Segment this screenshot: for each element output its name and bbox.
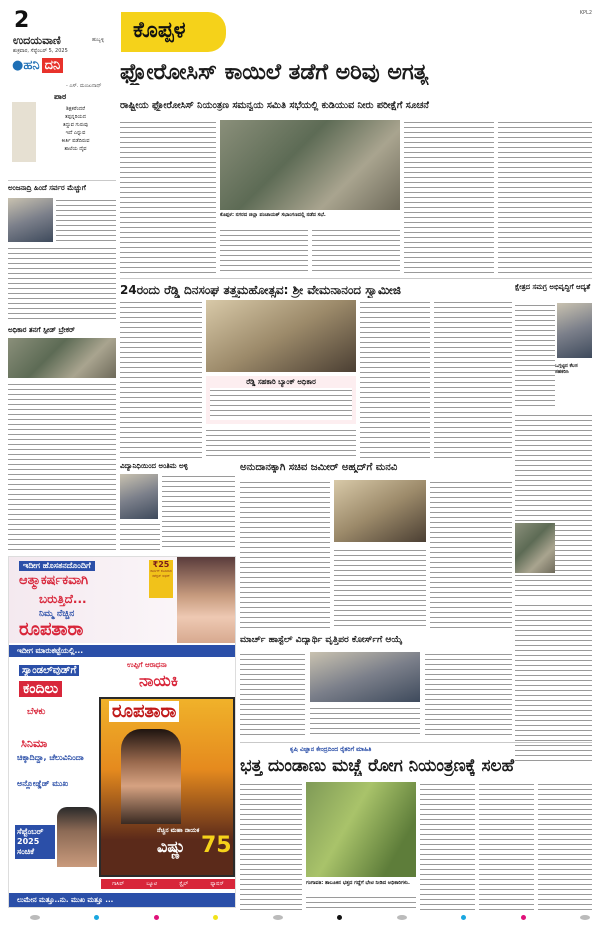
actress-photo (177, 557, 236, 643)
reg-dot (273, 915, 283, 920)
bottom-headline: ಭತ್ತ ದುಂಡಾಣು ಮಚ್ಚೆ ರೋಗ ನಿಯಂತ್ರಣಕ್ಕೆ ಸಲಹೆ (240, 756, 515, 776)
ad-actress-a: ಉಪ್ಪಿಗೆ ಆರಾಧನಾ (127, 661, 167, 669)
poem-title: ಪಾಠ (54, 92, 67, 101)
ad-line: ಇದೀಗ ಹೊಸತನದೊಂದಿಗೆ (19, 561, 95, 571)
dani-word: ದನಿ (42, 58, 64, 73)
masthead (8, 8, 592, 54)
right-photo-2 (515, 523, 555, 573)
section-title-text: ಕೊಪ್ಪಳ (133, 18, 186, 43)
brand-suffix: ಹುಬ್ಬಳ್ಳಿ (92, 37, 105, 43)
ad-price-note: ಕಾರ್ನರ್ ಕೊಂಡಾಗ ಕಲೆಕ್ಷನ್ ಆಫರ್ (150, 569, 172, 578)
date-line: ಶುಕ್ರವಾರ, ಸೆಪ್ಟೆಂಬರ್ 5, 2025 (13, 48, 68, 54)
magazine-title: ರೂಪತಾರಾ (109, 701, 179, 722)
bottom-photo-caption: ಗಂಗಾವತಿ: ತಾಲೂಕಿನ ಭತ್ತದ ಗದ್ದೆಗೆ ಭೇಟಿ ನೀಡಿದ ಅಧಿಕಾರಿಗಳು. (306, 880, 410, 886)
ad-tag: ಫ್ಯಾಷನ್ (210, 881, 224, 887)
sidebar-story-2 (8, 326, 116, 551)
honey-drop-icon: ● (12, 58, 24, 73)
lead-body-col4 (404, 120, 494, 275)
honey-dani-box (8, 58, 116, 178)
cover-star-photo (121, 729, 181, 824)
magazine-cover[interactable] (99, 697, 235, 877)
story-photo (8, 338, 116, 378)
right-photo (557, 303, 592, 358)
divider (120, 278, 592, 279)
ad-cinema: ಸಿನಿಮಾ (21, 737, 48, 750)
small-body (162, 474, 235, 550)
reg-dot (580, 915, 590, 920)
story3-body (240, 480, 330, 630)
ad-line: ನಿಮ್ಮ ನೆಚ್ಚಿನ (39, 609, 75, 619)
box-headline: ರೆಡ್ಡಿ ಸಹಕಾರಿ ಬ್ಯಾಂಕ್ ಅಧಿಕಾರ (246, 378, 316, 386)
honey-author: - ಎಸ್. ಮಂಜುನಾಥ್ (66, 83, 102, 89)
poem-line: ತಪ್ಪನ್ನರಿಯದ (65, 114, 86, 120)
lead-body-col5 (498, 120, 592, 275)
ad-availability-bar (9, 645, 236, 657)
story3-headline: ಅನುದಾನಕ್ಕಾಗಿ ಸಚಿವ ಜಮೀರ್ ಅಹ್ಮದ್‌ಗೆ ಮನವಿ (240, 462, 398, 473)
story-body (8, 246, 116, 322)
ad-tag: ಸ್ಟೈಲ್ (179, 881, 189, 887)
small-story (120, 462, 235, 552)
poem-line: ಶಾಲೆಯ ದೈವ (64, 146, 87, 152)
right-body (515, 303, 555, 408)
ad-belaku: ಬೆಳಕು (27, 707, 46, 717)
bottom-body (420, 782, 475, 912)
magazine-cover-name: ವಿಷ್ಣು (157, 837, 186, 856)
story2-body (120, 300, 202, 458)
poem-line: ಕೀರ್ತಿ ಪಡೆದಿರುವ (61, 138, 90, 144)
ad-cinema-3: ಅನ್ಲೋಡ್ಡೆಡ್ ಮುಖ (17, 779, 69, 788)
small-photo (120, 474, 158, 519)
story3b-photo (310, 652, 420, 702)
ad-tags (101, 879, 235, 889)
ad-actress-b: ನಾಯಕಿ (139, 671, 179, 690)
story-headline: ಅಂಜನಾದ್ರಿ ಹಿಂದೆ ಸರ್ವರ ಮೆಚ್ಚುಗೆ (8, 184, 86, 192)
page-number: 2 (14, 8, 30, 33)
poet-portrait (12, 102, 36, 162)
right-quote: ಒಗ್ಗಟ್ಟಿನ ಕೆಲಸ ಸಹಕರಿಸಿ (555, 363, 578, 375)
right-story (515, 283, 592, 763)
bottom-body (306, 895, 416, 912)
magazine-cover-line: ನೆಚ್ಚಿನ ಮಹಾ ನಾಯಕ (157, 827, 200, 834)
lead-photo (220, 120, 400, 210)
story-photo (8, 198, 53, 242)
reg-dot (213, 915, 218, 920)
poem-text (38, 105, 113, 153)
honey-title (12, 58, 63, 73)
sidebar-story-1 (8, 184, 116, 324)
reg-dot (337, 915, 342, 920)
brand-name: ಉದಯವಾಣಿ (13, 34, 61, 47)
section-title (121, 12, 226, 52)
right-headline: ಕ್ಷೇತ್ರದ ಸಮಗ್ರ ಅಭಿವೃದ್ಧಿಗೆ ಆದ್ಯತೆ (515, 283, 591, 291)
box-body (210, 388, 352, 420)
bottom-kicker: ಕೃಷಿ ವಿಜ್ಞಾನ ಕೇಂದ್ರದಿಂದ ರೈತರಿಗೆ ಮಾಹಿತಿ (290, 746, 372, 753)
bottom-photo (306, 782, 416, 877)
story2-body (206, 428, 356, 458)
story3b-headline: ಮಾರ್ಚ್ ಹಾಸ್ಟೆಲ್ ವಿದ್ಯಾರ್ಥಿ ವೃತ್ತಿಪರ ಕೋರ್ಸ್‌ಗೆ ಆಯ್ಕೆ (240, 635, 403, 645)
edition-code: KPL2 (579, 10, 592, 16)
rupatara-ad[interactable] (8, 556, 236, 908)
lead-body-col1 (120, 120, 216, 275)
lead-body-col3 (312, 228, 400, 275)
director-photo (57, 807, 97, 867)
bottom-body (240, 782, 302, 912)
reg-dot (397, 915, 407, 920)
ad-brand: ರೂಪತಾರಾ (19, 619, 84, 640)
ad-cinema-2: ಚಿಕ್ಕಾದಿದ್ದಾ, ಚೆಲುವಿನಿಂದಾ (17, 753, 84, 762)
small-headline: ವಿದ್ಯಾನಿಧಿಯಿಂದ ಅಂತಿಮ ಅಳ್ಳಿ (120, 462, 188, 470)
honey-word: ಹನಿ (23, 58, 40, 73)
right-body (515, 603, 592, 763)
poem-line: ಇದೆ ಎನ್ನುವ (65, 130, 86, 136)
lead-headline: ಫ್ಲೋರೋಸಿಸ್ ಕಾಯಿಲೆ ತಡೆಗೆ ಅರಿವು ಅಗತ್ಯ (120, 60, 429, 85)
story3-body (430, 480, 512, 630)
poem-line: ಶಿಕ್ಷಕರೆಂದರೆ (66, 106, 85, 112)
story3-photo (334, 480, 426, 542)
divider (8, 180, 116, 181)
reg-dot (30, 915, 40, 920)
ad-availability: ಇದೀಗ ಮಾರುಕಟ್ಟೆಯಲ್ಲಿ... (17, 646, 84, 655)
story2-box (206, 376, 356, 424)
reg-dot (461, 915, 466, 920)
story3b-body (310, 706, 420, 738)
story-body (8, 382, 116, 550)
ad-price-badge (149, 560, 173, 598)
story2-body (360, 300, 430, 458)
lead-body-col2 (220, 228, 308, 275)
reg-dot (154, 915, 159, 920)
ad-issue: ಸೆಪ್ಟೆಂಬರ್ 2025 ಸಂಚಿಕೆ (15, 825, 55, 859)
ad-line: ಆತ್ಮಾಕರ್ಷಕವಾಗಿ (19, 573, 89, 588)
poem-line: ತಿದ್ದುವ ಗುರುವು (62, 122, 89, 128)
divider (240, 742, 592, 743)
registration-marks (30, 913, 590, 921)
ad-tag: ಬ್ಯೂಟಿ (146, 881, 157, 887)
bottom-body (538, 782, 592, 912)
lead-subhead: ರಾಷ್ಟ್ರೀಯ ಫ್ಲೋರೋಸಿಸ್ ನಿಯಂತ್ರಣ ಸಮನ್ವಯ ಸಮಿತಿ ಸಭೆಯಲ್ಲಿ ಕುಡಿಯುವ ನೀರು ಪರೀಕ್ಷೆಗೆ ಸೂಚನೆ (120, 100, 429, 111)
story2-photo (206, 300, 356, 372)
lead-photo-caption: ಕೊಪ್ಪಳ: ನಗರದ ಜಿಲ್ಲಾ ಪಂಚಾಯತ್ ಸಭಾಂಗಣದಲ್ಲಿ ನಡೆದ ಸಭೆ. (220, 212, 326, 218)
ad-line: ಬರುತ್ತಿದೆ... (39, 592, 87, 606)
ad-tag: ಗಾಸಿಪ್ (112, 881, 125, 887)
ad-sandalwood: ಸ್ಯಾಂಡಲ್‌ವುಡ್‌ಗೆ (19, 665, 79, 676)
reg-dot (94, 915, 99, 920)
story3-body (334, 548, 426, 630)
bottom-body (479, 782, 534, 912)
ad-kandilu: ಕಂದಿಲು (19, 681, 62, 697)
reg-dot (521, 915, 526, 920)
story2-headline: 24ರಂದು ರೆಡ್ಡಿ ದಿನಸಂಘ ತತ್ತ್ವಮಹೋತ್ಸವ: ಶ್ರೀ ವೇಮನಾನಂದ ಸ್ವಾಮೀಜಿ (120, 283, 401, 297)
story-headline: ಅಧಿಕಾರ ತನಗೆ ಸ್ಪೀಡ್ ಬ್ರೇಕರ್ (8, 326, 75, 334)
story-body (56, 198, 116, 242)
small-body (120, 522, 160, 550)
story2-body (434, 300, 512, 458)
magazine-cover-num: 75 (201, 833, 232, 858)
ad-price: ₹25 (152, 560, 170, 569)
story3b-body (425, 652, 512, 738)
ad-footer: ಲುಮೇನ ಮತ್ತೂ..ನು. ಮುಖ ಮತ್ತೂ ... (9, 893, 236, 907)
story3b-body (240, 652, 305, 738)
